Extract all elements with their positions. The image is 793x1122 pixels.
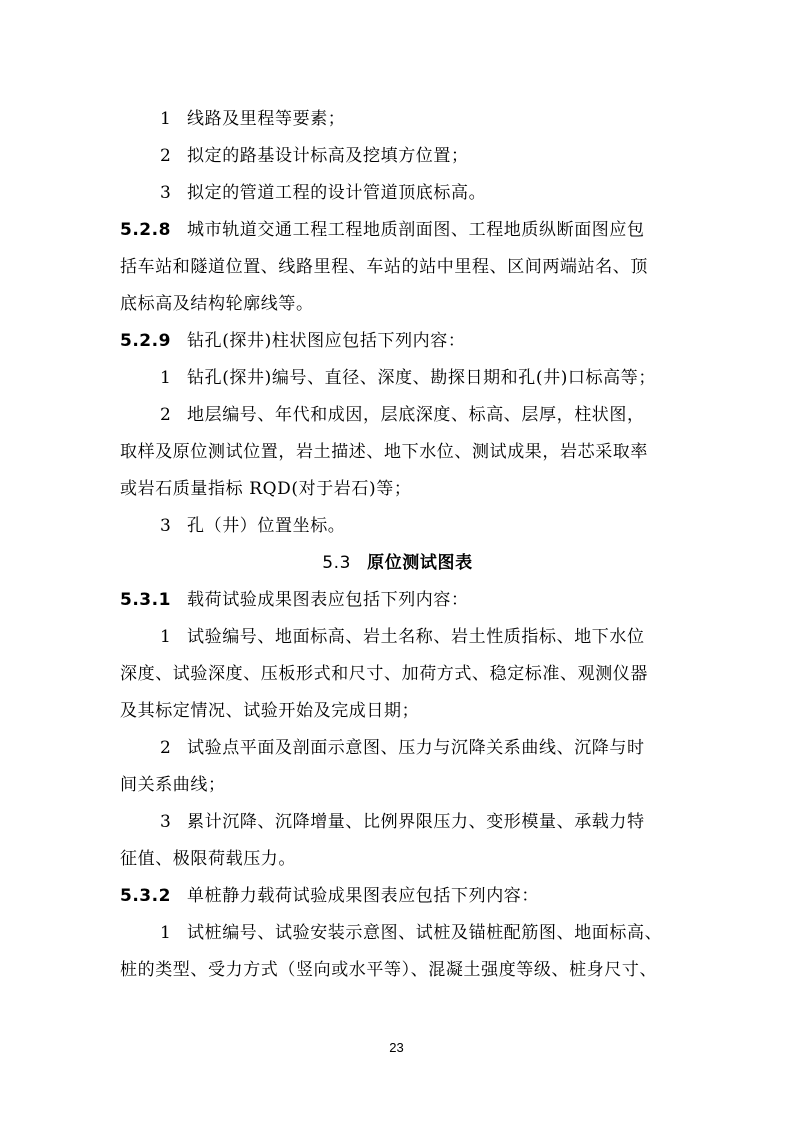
- list-item-number: 3: [160, 812, 172, 832]
- clause-5-3-1: [120, 582, 675, 619]
- list-item-continuation: 间关系曲线；: [120, 775, 226, 795]
- list-item-text: 试桩编号、试验安装示意图、试桩及锚桩配筋图、地面标高、: [187, 923, 663, 943]
- clause-number: 5.3.1: [120, 590, 171, 610]
- clause-continuation: 括车站和隧道位置、线路里程、车站的站中里程、区间两端站名、顶: [120, 257, 648, 277]
- list-item-continuation: 深度、试验深度、压板形式和尺寸、加荷方式、稳定标准、观测仪器: [120, 664, 648, 684]
- list-item-number: 2: [160, 738, 172, 758]
- list-item: [120, 508, 675, 545]
- list-item-text: 试验点平面及剖面示意图、压力与沉降关系曲线、沉降与时: [187, 738, 645, 758]
- list-item: [120, 397, 675, 434]
- list-item-text: 线路及里程等要素；: [187, 109, 346, 129]
- list-item: [120, 360, 675, 397]
- list-item: [120, 804, 675, 841]
- list-item: [120, 138, 675, 175]
- clause-text: 城市轨道交通工程工程地质剖面图、工程地质纵断面图应包: [187, 220, 645, 240]
- list-item: [120, 730, 675, 767]
- list-item-number: 3: [160, 183, 172, 203]
- clause-text: 钻孔(探井)柱状图应包括下列内容：: [187, 331, 466, 351]
- list-item-continuation: 取样及原位测试位置，岩土描述、地下水位、测试成果，岩芯采取率: [120, 442, 648, 462]
- clause-5-2-8: [120, 212, 675, 249]
- page-content: [120, 101, 675, 989]
- list-item-text: 孔（井）位置坐标。: [187, 516, 346, 536]
- list-item-number: 1: [160, 368, 172, 388]
- section-number: 5.3: [322, 553, 352, 573]
- clause-number: 5.3.2: [120, 886, 171, 906]
- list-item-text: 累计沉降、沉降增量、比例界限压力、变形模量、承载力特: [187, 812, 645, 832]
- list-item-number: 2: [160, 146, 172, 166]
- clause-number: 5.2.9: [120, 331, 171, 351]
- clause-text: 载荷试验成果图表应包括下列内容：: [187, 590, 469, 610]
- list-item-text: 试验编号、地面标高、岩土名称、岩土性质指标、地下水位: [187, 627, 645, 647]
- clause-number: 5.2.8: [120, 220, 171, 240]
- clause-continuation: 底标高及结构轮廓线等。: [120, 294, 314, 314]
- list-item-continuation: 或岩石质量指标 RQD(对于岩石)等；: [120, 479, 412, 499]
- list-item: [120, 175, 675, 212]
- list-item-continuation: 桩的类型、受力方式（竖向或水平等）、混凝土强度等级、桩身尺寸、: [120, 960, 658, 980]
- list-item-number: 1: [160, 923, 172, 943]
- list-item-text: 拟定的路基设计标高及挖填方位置；: [187, 146, 469, 166]
- section-heading: [120, 545, 675, 582]
- list-item-text: 钻孔(探井)编号、直径、深度、勘探日期和孔(井)口标高等；: [187, 368, 656, 388]
- list-item-number: 2: [160, 405, 172, 425]
- list-item: [120, 619, 675, 656]
- clause-5-3-2: [120, 878, 675, 915]
- list-item-text: 拟定的管道工程的设计管道顶底标高。: [187, 183, 487, 203]
- page-number: 23: [389, 1040, 404, 1055]
- clause-text: 单桩静力载荷试验成果图表应包括下列内容：: [187, 886, 539, 906]
- list-item-continuation: 及其标定情况、试验开始及完成日期；: [120, 701, 420, 721]
- list-item-number: 1: [160, 627, 172, 647]
- clause-5-2-9: [120, 323, 675, 360]
- list-item-number: 1: [160, 109, 172, 129]
- list-item: [120, 101, 675, 138]
- list-item-continuation: 征值、极限荷载压力。: [120, 849, 296, 869]
- section-title: 原位测试图表: [367, 553, 473, 573]
- list-item-text: 地层编号、年代和成因，层底深度、标高、层厚，柱状图，: [187, 405, 645, 425]
- list-item-number: 3: [160, 516, 172, 536]
- list-item: [120, 915, 675, 952]
